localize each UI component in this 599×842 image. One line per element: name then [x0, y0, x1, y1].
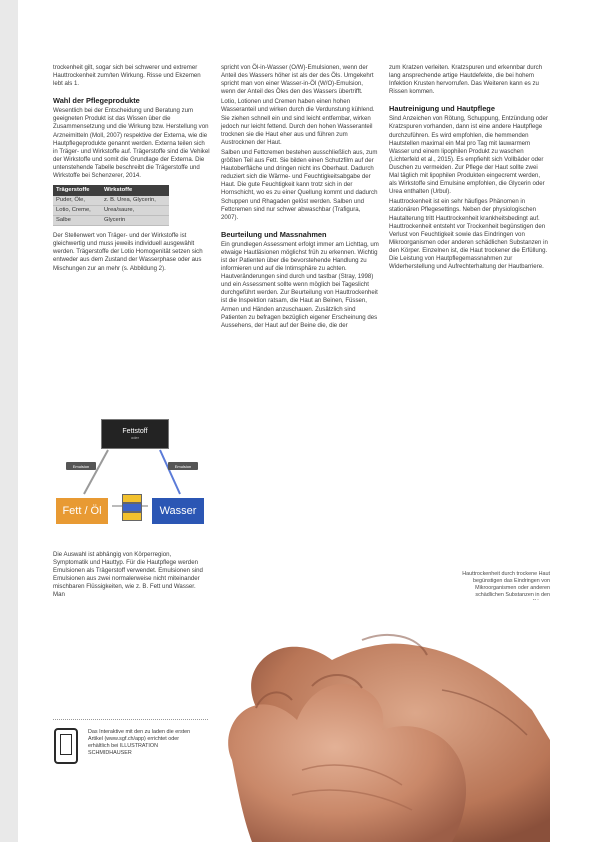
table-cell: Puder, Öle, [53, 196, 101, 206]
table-row [53, 196, 169, 206]
mixture-block [122, 494, 142, 503]
fat-oil-box: Fett / Öl [56, 498, 108, 524]
arrow-left [84, 450, 108, 494]
col2-paragraph-2: Lotio, Lotionen und Cremen haben einen hohen Wasseranteil und wirken durch die Verdunstung kühlend. Sie ziehen schnell ein und sind leicht entfernbar, wirken jedoch nur leicht fettend. Durch den hohen Wasseranteil trocknen sie die Haut eher aus und führen zum Austrocknen der Haut. [221, 98, 375, 146]
photo-caption: Hauttrockenheit durch trockene Haut begünstigen das Eindringen von Mikroorganismen oder anderen schädlichen Substanzen in den [462, 571, 550, 598]
app-note: Das Interaktive mit den zu laden die ersten Artikel (www.sgf.ch/app) errichtet oder erhältlich bei ILLUSTRATION SCHMIDHAUSER [88, 729, 191, 756]
text-column-1 [53, 64, 211, 275]
col1-intro: trockenheit gilt, sogar sich bei schwerer und extremer Hauttrockenheit zum/ten Wirkung. Risse und Ekzemen lebt als 1. [53, 64, 201, 88]
page-edge-band [0, 0, 18, 842]
fat-substance-sub: oder [130, 435, 139, 440]
col1-continuation: Die Auswahl ist abhängig von Körperregion, Symptomatik und Hauttyp. Für die Hautpflege werden Emulsionen als Trägerstoff verwendet. Emulsionen sind Emulsionen aus zwei normalerweise nicht miteinander mischbaren Flüssigkeiten, wie z. B. Fett und Wasser. Man [53, 551, 203, 599]
table-header-row [53, 185, 169, 196]
emulsion-tag-right: Emulsion [168, 462, 198, 470]
carrier-active-table [53, 185, 169, 226]
tablet-icon [54, 728, 78, 764]
emulsion-diagram [56, 414, 206, 538]
table-cell: z. B. Urea, Glycerin, [101, 196, 169, 206]
mixture-block [122, 512, 142, 521]
col3-paragraph-3: Hauttrockenheit ist ein sehr häufiges Phänomen in stationären Pflegesettings. Neben der physiologischen Hautalterung tritt Hauttrockenheit krankheitsbedingt auf. Hauttrockenheit entsteht vor Trockenheit begünstigen den Verlust von Feuchtigkeit sowie das Eindringen von Mikroorganismen oder anderen schädlichen Substanzen in den Körper. Einzelnen ist, die Haut trockener die Erfüllung. Die Leistung von Hautpflegemassnahmen zur Widerherstellung und Aufrechterhaltung der Hautbarriere. [389, 198, 548, 271]
col3-paragraph-1: zum Kratzen verleiten. Kratzspuren und erkennbar durch lang ansprechende artige Hautdefekte, die bei hohem Infektion Krusten hervorrufen. Das Weiteren kann es zu Rissen kommen. [389, 64, 543, 96]
note-divider [53, 719, 208, 720]
heading-assessment: Beurteilung und Massnahmen [221, 229, 327, 239]
water-box: Wasser [152, 498, 204, 524]
col2-paragraph-4: Ein grundlegen Assessment erfolgt immer am Lichttag, um etwaige Hautläsionen möglichst früh zu erkennen. Wichtig ist der Patienten über die bevorstehende Handlung zu informieren und auf die Intimsphäre zu achten. Hautveränderungen sind durch und tastbar (Stray, 1998) und ein Assessment sollte wenn möglich bei Tageslicht durchgeführt werden. Zur Beurteilung von Hauttrockenheit ist die Inspektion ratsam, die Haut an Beinen, Füssen, Armen und Händen anzuschauen. Zusätzlich sind Patienten zu befragen bezüglich eigener Erscheinung des Aussehens, der Haut auf der Beine die, die der [221, 240, 379, 329]
arrow-right [160, 450, 180, 494]
hands-photo [212, 600, 550, 842]
col1-paragraph-2: Der Stellenwert von Träger- und der Wirkstoffe ist gleichwertig und muss jeweils individuell ausgewählt werden. Trägerstoffe der Lotio Homogenität setzen sich entweder aus dem Zustand der Wasserphase oder aus Mischungen zur an mehr (s. Abbildung 2). [53, 232, 203, 272]
table-row [53, 216, 169, 226]
table-cell: Urea/saure, [101, 206, 169, 216]
emulsion-tag-left: Emulsion [66, 462, 96, 470]
table-cell: Lotio, Creme, [53, 206, 101, 216]
heading-skin-care: Hautreinigung und Hautpflege [389, 104, 495, 114]
heading-product-choice: Wahl der Pflegeprodukte [53, 96, 140, 106]
mixture-block [122, 503, 142, 512]
col1-paragraph-1: Wesentlich bei der Entscheidung und Beratung zum geeigneten Produkt ist das Wissen über die Zusammensetzung und die Wirkung bzw. Herstellung von Arzneimitteln (Moll, 2007) respektive der Externa, wie die Hautpflegeprodukte genannt werden. Externa teilen sich in Träger- und Wirkstoffe auf. Trägerstoffe sind die Vehikel der Wirkstoffe und somit die Grundlage der Externa. Die untenstehende Tabelle beschreibt die Trägerstoffe und Wirkstoffe bei Schenzerer, 2014. [53, 107, 210, 180]
table-row [53, 206, 169, 216]
text-column-3 [389, 64, 549, 273]
table-header-cell: Wirkstoffe [101, 185, 169, 196]
col2-paragraph-1: spricht von Öl-in-Wasser (O/W)-Emulsionen, wenn der Anteil des Wassers höher ist als der des Öls. Umgekehrt spricht man von einer Wasser-in-Öl (W/O)-Emulsion, wenn der Anteil des Öles den des Wassers übertrifft. [221, 64, 374, 96]
fat-substance-label: Fettstoff [122, 428, 148, 435]
table-cell: Salbe [53, 216, 101, 226]
table-cell: Glycerin [101, 216, 169, 226]
text-column-2 [221, 64, 379, 332]
col3-paragraph-2: Sind Anzeichen von Rötung, Schuppung, Entzündung oder Kratzspuren vorhanden, dann ist eine andere Hautpflege durchzuführen. Es wird empfohlen, die hemmenden Hautstellen maximal ein Mal pro Tag mit lauwarmem Wasser und einem lipophilen Produkt zu waschen (Lichterfeld et al., 2015). Es empfiehlt sich Vollbäder oder Duschen zu vermeiden. Zur Pflege der Haut sollte zwei Mal täglich mit lipophilen Produkten eingecremt werden, als Wirkstoffe sind Emulsine empfohlen, die Glycerin oder Urea enthalten (Urbul). [389, 115, 548, 196]
table-header-cell: Trägerstoffe [53, 185, 101, 196]
col2-paragraph-3: Salben und Fettcremen bestehen ausschließlich aus, zum größten Teil aus Fett. Sie bilden einen Schutzfilm auf der Hautoberfläche und dringen nicht ins Oberhaut. Dadurch reduziert sich die Wärme- und Feuchtigkeitsabgabe der Haut. Die gute Feuchtigkeit kann trotz sich in der Hornschicht, wo es zu einer Quellung kommt und dadurch Schuppen und Rhagaden gelöst werden. Salben und Fettcremen sind nur schwer abwaschbar (Trafigura, 2007). [221, 148, 378, 221]
fat-substance-box [101, 419, 169, 449]
